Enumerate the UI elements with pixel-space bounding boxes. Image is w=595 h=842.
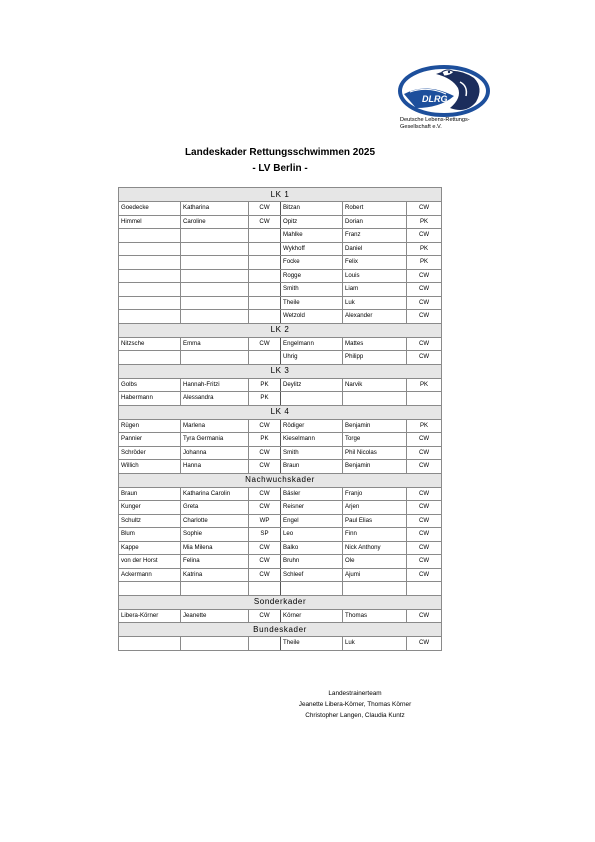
last-name-cell: Libera-Körner (119, 609, 181, 623)
discipline-cell: SP (249, 528, 281, 542)
last-name-cell: Braun (281, 460, 343, 474)
last-name-cell: Leo (281, 528, 343, 542)
last-name-cell: Schleef (281, 568, 343, 582)
table-row (119, 202, 442, 216)
discipline-cell: CW (407, 283, 442, 297)
first-name-cell: Alessandra (181, 392, 249, 406)
discipline-cell: CW (407, 460, 442, 474)
section-header (119, 473, 442, 487)
discipline-cell: PK (249, 378, 281, 392)
first-name-cell: Louis (343, 269, 407, 283)
table-row (119, 229, 442, 243)
first-name-cell: Ole (343, 555, 407, 569)
discipline-cell: CW (249, 446, 281, 460)
table-row (119, 501, 442, 515)
last-name-cell: Schultz (119, 514, 181, 528)
table-row (119, 378, 442, 392)
discipline-cell: CW (407, 514, 442, 528)
discipline-cell: CW (407, 269, 442, 283)
section-title: LK 2 (119, 323, 442, 337)
first-name-cell: Emma (181, 337, 249, 351)
signature-block (280, 688, 430, 721)
discipline-cell: CW (249, 215, 281, 229)
first-name-cell (343, 582, 407, 596)
first-name-cell: Tyra Germania (181, 433, 249, 447)
last-name-cell: Bruhn (281, 555, 343, 569)
discipline-cell: CW (407, 541, 442, 555)
first-name-cell: Dorian (343, 215, 407, 229)
last-name-cell: Habermann (119, 392, 181, 406)
section-header (119, 595, 442, 609)
table-row (119, 310, 442, 324)
last-name-cell: Goedecke (119, 202, 181, 216)
last-name-cell: Braun (119, 487, 181, 501)
section-title: Bundeskader (119, 623, 442, 637)
first-name-cell: Franjo (343, 487, 407, 501)
first-name-cell: Luk (343, 296, 407, 310)
first-name-cell: Narvik (343, 378, 407, 392)
discipline-cell (407, 582, 442, 596)
first-name-cell: Franz (343, 229, 407, 243)
discipline-cell: CW (249, 419, 281, 433)
table-row (119, 215, 442, 229)
last-name-cell: Ackermann (119, 568, 181, 582)
last-name-cell (119, 351, 181, 365)
last-name-cell: Rügen (119, 419, 181, 433)
first-name-cell (181, 296, 249, 310)
first-name-cell (181, 582, 249, 596)
last-name-cell (281, 392, 343, 406)
discipline-cell: CW (407, 310, 442, 324)
last-name-cell: Willich (119, 460, 181, 474)
last-name-cell: Reisner (281, 501, 343, 515)
discipline-cell: PK (407, 242, 442, 256)
discipline-cell (249, 582, 281, 596)
roster-body (119, 188, 442, 651)
last-name-cell: Kieselmann (281, 433, 343, 447)
last-name-cell: Deylitz (281, 378, 343, 392)
table-row (119, 351, 442, 365)
first-name-cell (181, 283, 249, 297)
last-name-cell (119, 283, 181, 297)
discipline-cell: CW (407, 351, 442, 365)
discipline-cell: PK (407, 215, 442, 229)
discipline-cell (249, 256, 281, 270)
last-name-cell: Bäsler (281, 487, 343, 501)
discipline-cell: CW (249, 501, 281, 515)
first-name-cell: Charlotte (181, 514, 249, 528)
first-name-cell: Felina (181, 555, 249, 569)
discipline-cell: CW (407, 446, 442, 460)
table-row (119, 460, 442, 474)
first-name-cell: Greta (181, 501, 249, 515)
signature-names-2: Christopher Langen, Claudia Kuntz (305, 712, 405, 719)
last-name-cell: Blum (119, 528, 181, 542)
page-title: Landeskader Rettungsschwimmen 2025 (184, 147, 376, 158)
discipline-cell: CW (407, 487, 442, 501)
first-name-cell (181, 637, 249, 651)
section-title: LK 3 (119, 364, 442, 378)
table-row (119, 568, 442, 582)
first-name-cell: Sophie (181, 528, 249, 542)
last-name-cell: Balko (281, 541, 343, 555)
first-name-cell (181, 310, 249, 324)
last-name-cell (119, 229, 181, 243)
first-name-cell (181, 351, 249, 365)
last-name-cell: Körner (281, 609, 343, 623)
last-name-cell: Wykhoff (281, 242, 343, 256)
section-title: Sonderkader (119, 595, 442, 609)
last-name-cell: Smith (281, 283, 343, 297)
first-name-cell: Jeanette (181, 609, 249, 623)
last-name-cell: Opitz (281, 215, 343, 229)
first-name-cell: Caroline (181, 215, 249, 229)
discipline-cell: PK (407, 378, 442, 392)
first-name-cell: Benjamin (343, 419, 407, 433)
section-title: Nachwuchskader (119, 473, 442, 487)
last-name-cell: Theile (281, 637, 343, 651)
last-name-cell (281, 582, 343, 596)
discipline-cell: PK (249, 392, 281, 406)
first-name-cell: Hannah-Fritzi (181, 378, 249, 392)
signature-team: Landestrainerteam (328, 690, 382, 697)
first-name-cell: Finn (343, 528, 407, 542)
last-name-cell: Kappe (119, 541, 181, 555)
last-name-cell: Focke (281, 256, 343, 270)
section-header (119, 188, 442, 202)
last-name-cell: Engelmann (281, 337, 343, 351)
table-row (119, 392, 442, 406)
first-name-cell: Mattes (343, 337, 407, 351)
last-name-cell (119, 269, 181, 283)
last-name-cell: Schröder (119, 446, 181, 460)
first-name-cell: Torge (343, 433, 407, 447)
table-row (119, 296, 442, 310)
discipline-cell: WP (249, 514, 281, 528)
first-name-cell: Paul Elias (343, 514, 407, 528)
last-name-cell: Theile (281, 296, 343, 310)
table-row (119, 637, 442, 651)
discipline-cell: CW (249, 541, 281, 555)
first-name-cell: Ajumi (343, 568, 407, 582)
signature-names-1: Jeanette Libera-Körner, Thomas Körner (298, 701, 412, 708)
discipline-cell: CW (407, 555, 442, 569)
last-name-cell: Uhrig (281, 351, 343, 365)
discipline-cell: CW (249, 202, 281, 216)
section-header (119, 623, 442, 637)
table-row (119, 487, 442, 501)
last-name-cell (119, 296, 181, 310)
table-row (119, 419, 442, 433)
first-name-cell (181, 269, 249, 283)
first-name-cell: Liam (343, 283, 407, 297)
discipline-cell (249, 351, 281, 365)
last-name-cell: Pannier (119, 433, 181, 447)
logo-caption (400, 117, 496, 131)
table-row (119, 337, 442, 351)
last-name-cell: Bitzan (281, 202, 343, 216)
discipline-cell: PK (407, 419, 442, 433)
table-row (119, 582, 442, 596)
discipline-cell (249, 283, 281, 297)
last-name-cell: Kunger (119, 501, 181, 515)
first-name-cell (181, 256, 249, 270)
first-name-cell: Katharina Carolin (181, 487, 249, 501)
first-name-cell: Hanna (181, 460, 249, 474)
first-name-cell (181, 242, 249, 256)
last-name-cell: Himmel (119, 215, 181, 229)
first-name-cell: Daniel (343, 242, 407, 256)
discipline-cell: CW (249, 555, 281, 569)
discipline-cell (407, 392, 442, 406)
last-name-cell: von der Horst (119, 555, 181, 569)
last-name-cell (119, 637, 181, 651)
discipline-cell (249, 637, 281, 651)
table-row (119, 446, 442, 460)
logo-text: DLRG (422, 94, 448, 104)
first-name-cell: Katharina (181, 202, 249, 216)
section-header (119, 405, 442, 419)
discipline-cell: CW (407, 501, 442, 515)
last-name-cell (119, 582, 181, 596)
first-name-cell: Felix (343, 256, 407, 270)
discipline-cell (249, 269, 281, 283)
discipline-cell (249, 242, 281, 256)
section-title: LK 1 (119, 188, 442, 202)
section-header (119, 364, 442, 378)
last-name-cell: Wetzold (281, 310, 343, 324)
last-name-cell: Golbs (119, 378, 181, 392)
table-row (119, 242, 442, 256)
first-name-cell: Arjen (343, 501, 407, 515)
discipline-cell (249, 296, 281, 310)
discipline-cell: CW (407, 528, 442, 542)
discipline-cell: CW (407, 229, 442, 243)
last-name-cell (119, 310, 181, 324)
logo-caption-line1: Deutsche Lebens-Rettungs- (400, 117, 470, 123)
discipline-cell: CW (249, 337, 281, 351)
first-name-cell: Nick Anthony (343, 541, 407, 555)
last-name-cell: Smith (281, 446, 343, 460)
last-name-cell: Engel (281, 514, 343, 528)
last-name-cell (119, 256, 181, 270)
discipline-cell: CW (407, 433, 442, 447)
table-row (119, 269, 442, 283)
first-name-cell: Johanna (181, 446, 249, 460)
discipline-cell: CW (249, 609, 281, 623)
last-name-cell: Rödiger (281, 419, 343, 433)
last-name-cell: Nitzsche (119, 337, 181, 351)
last-name-cell: Mahlke (281, 229, 343, 243)
first-name-cell: Thomas (343, 609, 407, 623)
table-row (119, 609, 442, 623)
section-title: LK 4 (119, 405, 442, 419)
first-name-cell (343, 392, 407, 406)
first-name-cell: Philipp (343, 351, 407, 365)
discipline-cell: CW (407, 568, 442, 582)
discipline-cell (249, 229, 281, 243)
table-row (119, 256, 442, 270)
table-row (119, 555, 442, 569)
discipline-cell: PK (249, 433, 281, 447)
first-name-cell: Robert (343, 202, 407, 216)
first-name-cell: Alexander (343, 310, 407, 324)
first-name-cell: Mia Milena (181, 541, 249, 555)
roster-table (118, 187, 442, 651)
discipline-cell: CW (249, 487, 281, 501)
first-name-cell: Benjamin (343, 460, 407, 474)
last-name-cell: Rogge (281, 269, 343, 283)
first-name-cell: Katrina (181, 568, 249, 582)
discipline-cell: CW (407, 637, 442, 651)
discipline-cell: CW (407, 609, 442, 623)
table-row (119, 433, 442, 447)
table-row (119, 541, 442, 555)
table-row (119, 283, 442, 297)
discipline-cell: CW (407, 296, 442, 310)
discipline-cell: CW (407, 202, 442, 216)
last-name-cell (119, 242, 181, 256)
discipline-cell (249, 310, 281, 324)
discipline-cell: CW (407, 337, 442, 351)
discipline-cell: CW (249, 460, 281, 474)
first-name-cell: Phil Nicolas (343, 446, 407, 460)
discipline-cell: PK (407, 256, 442, 270)
dlrg-eagle-logo-icon (396, 64, 492, 118)
logo-caption-line2: Gesellschaft e.V. (400, 124, 442, 130)
first-name-cell: Luk (343, 637, 407, 651)
table-row (119, 528, 442, 542)
first-name-cell: Marlena (181, 419, 249, 433)
discipline-cell: CW (249, 568, 281, 582)
table-row (119, 514, 442, 528)
section-header (119, 323, 442, 337)
first-name-cell (181, 229, 249, 243)
page-subtitle: - LV Berlin - (252, 163, 308, 174)
